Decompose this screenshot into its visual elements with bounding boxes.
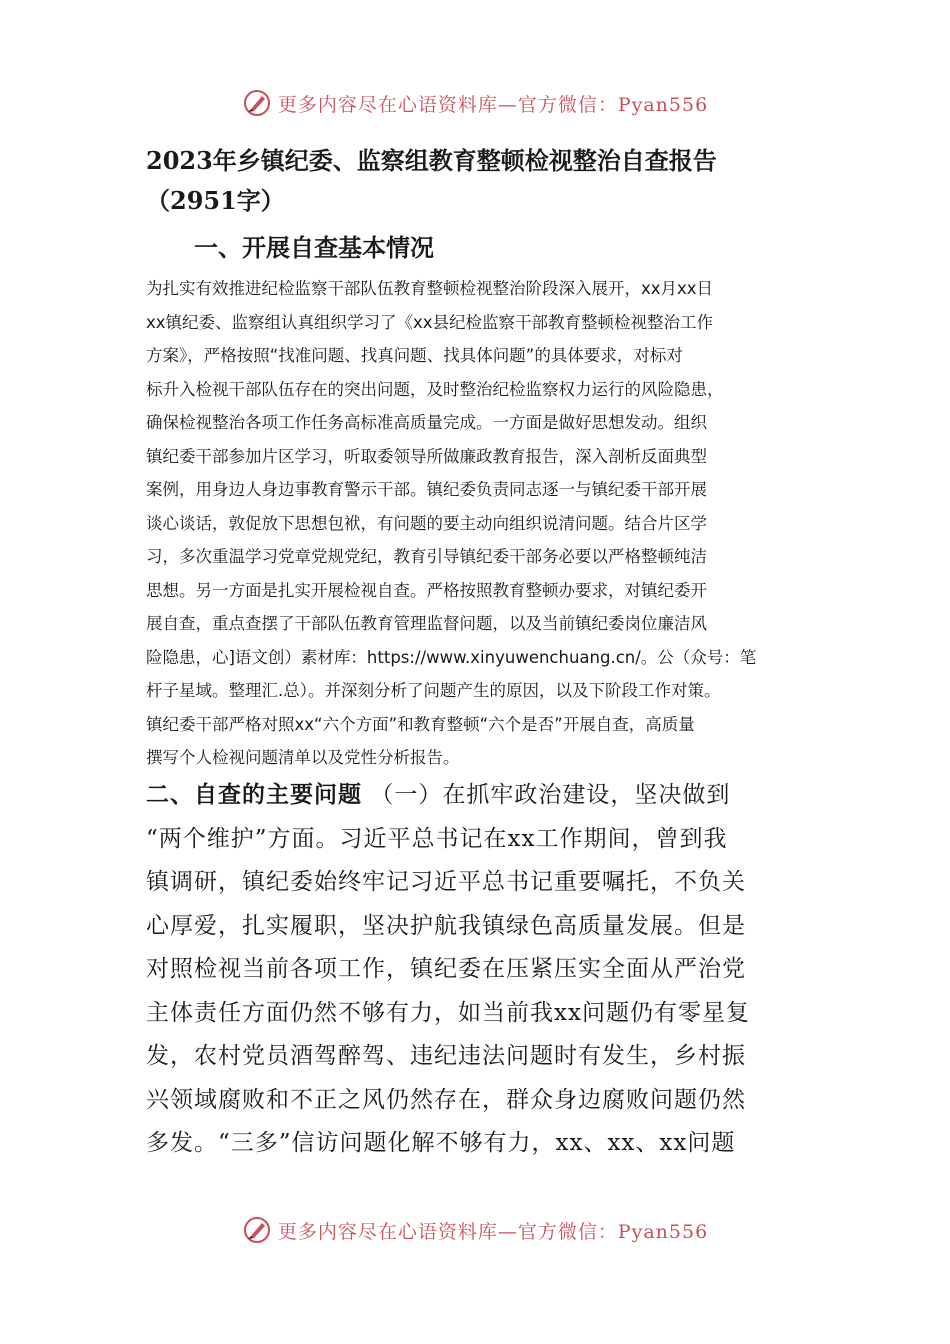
section-1-heading: 一、开展自查基本情况 [194,233,434,262]
section-1-paragraph [146,272,816,775]
document-title-wordcount: （2951字） [146,186,285,215]
paragraph-line: 为扎实有效推进纪检监察干部队伍教育整顿检视整治阶段深入展开，xx月xx日 [146,279,714,298]
paragraph-line: 多发。“三多”信访问题化解不够有力，xx、xx、xx问题 [146,1130,736,1156]
paragraph-line: “两个维护”方面。习近平总书记在xx工作期间，曾到我 [146,825,728,852]
paragraph-line: 发，农村党员酒驾醉驾、违纪违法问题时有发生，乡村振 [146,1043,746,1069]
watermark-banner-top [0,88,950,118]
pen-logo-icon [242,88,272,118]
paragraph-line-first [146,774,826,818]
paragraph-line: 习，多次重温学习党章党规党纪，教育引导镇纪委干部务必要以严格整顿纯洁 [146,547,707,566]
paragraph-line: 案例，用身边人身边事教育警示干部。镇纪委负责同志逐一与镇纪委干部开展 [146,480,707,499]
paragraph-line: 险隐患，心]语文创）素材库：https://www.xinyuwenchuang.cn/。公（众号：笔 [146,647,757,667]
paragraph-line: 确保检视整治各项工作任务高标准高质量完成。一方面是做好思想发动。组织 [146,413,707,432]
paragraph-line: 标升入检视干部队伍存在的突出问题，及时整治纪检监察权力运行的风险隐患， [146,379,724,399]
paragraph-line: 思想。另一方面是扎实开展检视自查。严格按照教育整顿办要求，对镇纪委开 [146,580,707,600]
paragraph-line: 镇纪委干部严格对照xx“六个方面”和教育整顿“六个是否”开展自查，高质量 [146,714,695,734]
paragraph-line: 心厚爱，扎实履职，坚决护航我镇绿色高质量发展。但是 [146,912,746,939]
section-2-paragraph [146,774,826,1166]
watermark-text: 更多内容尽在心语资料库—官方微信：Pyan556 [277,93,709,116]
paragraph-line: 展自查，重点查摆了干部队伍教育管理监督问题，以及当前镇纪委岗位廉洁风 [146,614,707,633]
paragraph-line: xx镇纪委、监察组认真组织学习了《xx县纪检监察干部教育整顿检视整治工作 [146,312,714,332]
section-2-heading: 二、自查的主要问题 [146,782,362,808]
section-2-first-line: （一）在抓牢政治建设，坚决做到 [370,782,731,808]
paragraph-line: 兴领域腐败和不正之风仍然存在，群众身边腐败问题仍然 [146,1086,746,1113]
paragraph-line: 杆子星域。整理汇.总）。并深刻分析了问题产生的原因，以及下阶段工作对策。 [146,681,721,700]
paragraph-line: 谈心谈话，敦促放下思想包袱，有问题的要主动向组织说清问题。结合片区学 [146,513,707,533]
pen-logo-icon [242,1215,272,1245]
watermark-text: 更多内容尽在心语资料库—官方微信：Pyan556 [277,1220,709,1243]
paragraph-line: 方案》，严格按照“找准问题、找真问题、找具体问题”的具体要求，对标对 [146,346,683,365]
paragraph-line: 镇纪委干部参加片区学习，听取委领导所做廉政教育报告，深入剖析反面典型 [146,446,707,466]
paragraph-line: 撰写个人检视问题清单以及党性分析报告。 [146,748,460,767]
paragraph-line: 对照检视当前各项工作，镇纪委在压紧压实全面从严治党 [146,956,746,982]
watermark-banner-bottom [0,1215,950,1245]
paragraph-line: 主体责任方面仍然不够有力，如当前我xx问题仍有零星复 [146,999,750,1026]
paragraph-line: 镇调研，镇纪委始终牢记习近平总书记重要嘱托，不负关 [146,869,746,895]
document-title: 2023年乡镇纪委、监察组教育整顿检视整治自查报告 [146,146,717,175]
